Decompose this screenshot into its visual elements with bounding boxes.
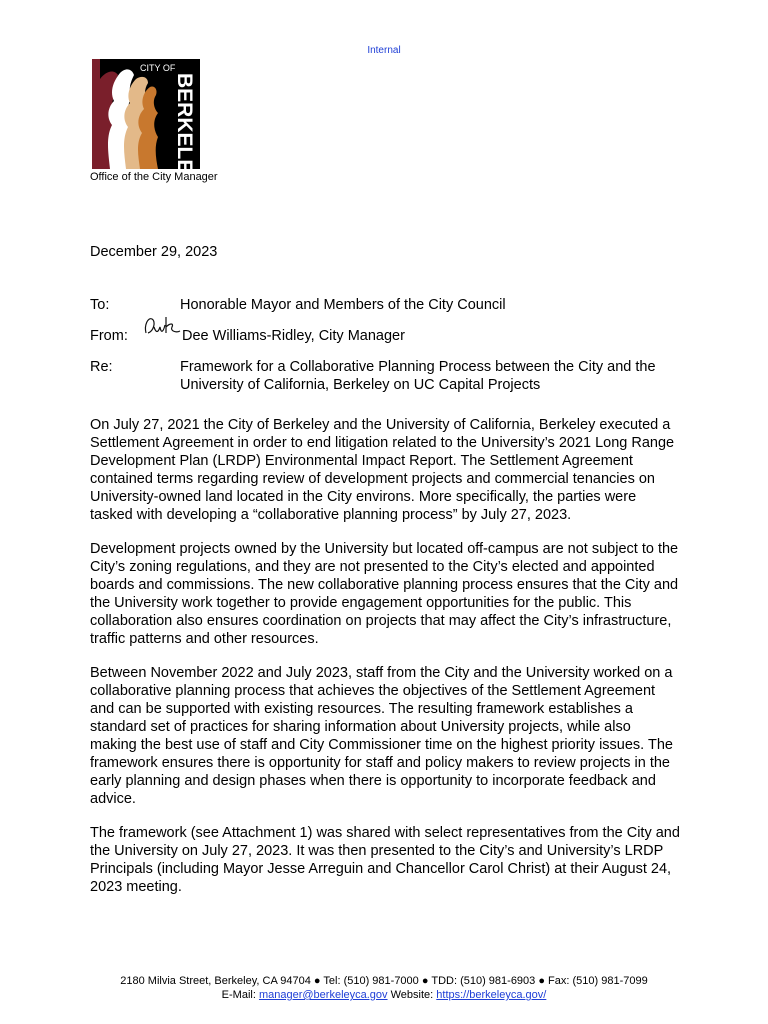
logo-city-of-text: CITY OF [140,63,176,73]
memo-re-label: Re: [90,359,113,375]
memo-date: December 29, 2023 [90,244,218,260]
office-of-city-manager-label: Office of the City Manager [90,171,218,183]
body-paragraph: Development projects owned by the University but located off-campus are not subject to the City’s zoning regulations, and they are not presented to the City’s elected and appointed boards and commissions. The new collaborative planning process ensures that the City and the University work together to provide engagement opportunities for the public. This collaboration also ensures coordination on projects that may affect the City’s infrastructure, traffic patterns and other resources. [90,541,679,647]
memo-re-value: Framework for a Collaborative Planning Process between the City and the University of California, Berkeley on UC Capital Projects [180,359,656,393]
memo-to-label: To: [90,297,110,313]
logo-berkeley-text: BERKELEY [173,73,196,169]
footer-website-link[interactable]: https://berkeleyca.gov/ [436,989,547,1001]
footer-website-label: Website: [390,989,434,1001]
body-paragraph: Between November 2022 and July 2023, staff from the City and the University worked on a collaborative planning process that achieves the objectives of the Settlement Agreement and can be supported with existing resources. The resulting framework establishes a standard set of practices for sharing information about University projects, while also making the best use of staff and City Commissioner time on the highest priority issues. The framework ensures there is opportunity for staff and policy makers to review projects in the early planning and design phases when there is opportunity to incorporate feedback and advice. [90,665,673,807]
footer-email-link[interactable]: manager@berkeleyca.gov [258,989,388,1001]
body-paragraph: The framework (see Attachment 1) was shared with select representatives from the City and the University on July 27, 2023. It was then presented to the City’s and University’s LRDP Principals (including Mayor Jesse Arreguin and Chancellor Carol Christ) at their August 24, 2023 meeting. [90,825,680,895]
berkeley-logo-graphic [92,59,200,169]
city-of-berkeley-logo [92,59,200,169]
letterhead-footer [0,974,768,1002]
internal-classification-label: Internal [367,45,401,56]
memo-to-value: Honorable Mayor and Members of the City Council [180,297,506,313]
memo-from-label: From: [90,328,128,344]
memo-from-value: Dee Williams-Ridley, City Manager [182,328,405,344]
footer-address-line: 2180 Milvia Street, Berkeley, CA 94704 ● Tel: (510) 981-7000 ● TDD: (510) 981-6903 ● Fax: (510) 981-7099 [120,975,648,987]
footer-contact-line [0,988,768,1002]
footer-email-label: E-Mail: [221,989,256,1001]
body-paragraph: On July 27, 2021 the City of Berkeley and the University of California, Berkeley executed a Settlement Agreement in order to end litigation related to the University’s 2021 Long Range Development Plan (LRDP) Environmental Impact Report. The Settlement Agreement contained terms regarding review of development projects and commercial tenancies on University-owned land located in the City environs. More specifically, the parties were tasked with developing a “collaborative planning process” by July 27, 2023. [90,417,675,523]
handwritten-signature [142,313,184,339]
memo-body [90,416,680,912]
